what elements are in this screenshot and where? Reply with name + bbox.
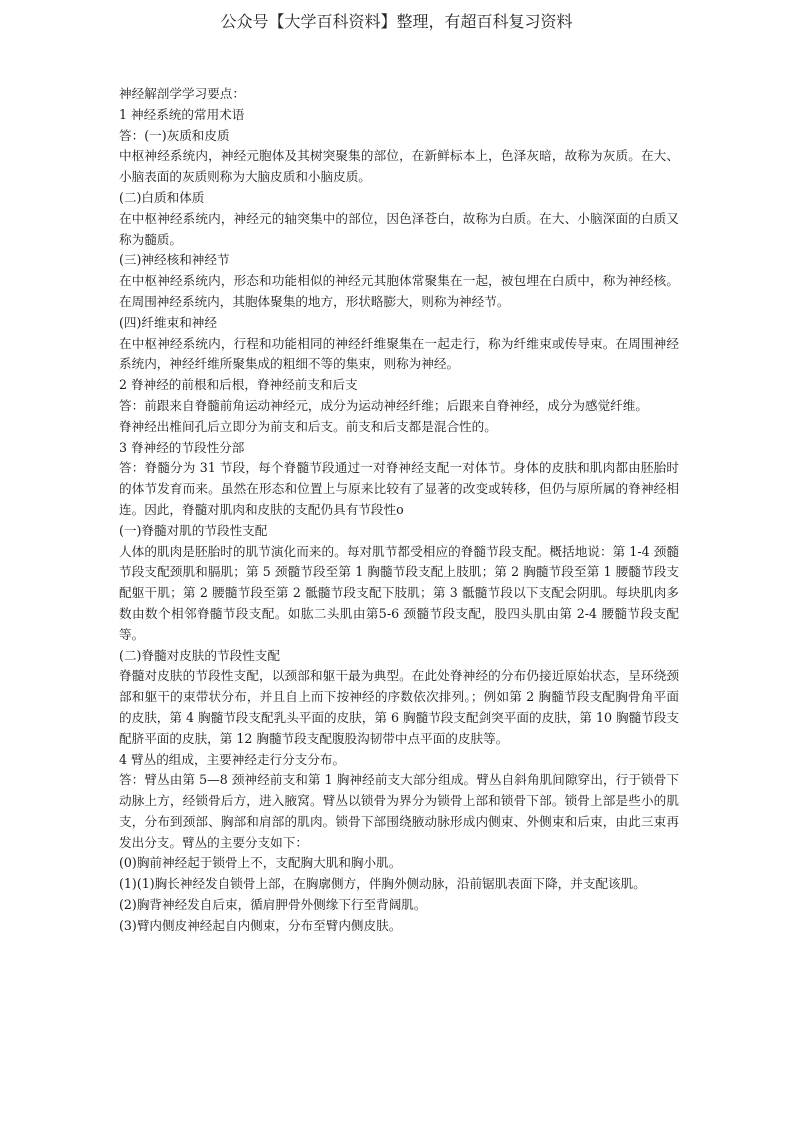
paragraph: 在中枢神经系统内，形态和功能相似的神经元其胞体常聚集在一起，被包埋在白质中，称为神经核。在周围神经系统内，其胞体聚集的地方，形状略膨大，则称为神经节。 xyxy=(119,273,679,309)
paragraph: 答：前跟来自脊髓前角运动神经元，成分为运动神经纤维；后跟来自脊神经，成分为感觉纤维。 xyxy=(119,397,648,413)
paragraph: 人体的肌肉是胚胎时的肌节演化而来的。每对肌节都受相应的脊髓节段支配。概括地说：第 1-4 颈髓节段支配颈肌和膈肌；第 5 颈髓节段至第 1 胸髓节段支配上肢肌；第 2 胸髓节段至第 1 腰髓节段支配躯干肌；第 2 腰髓节段至第 2 骶髓节段支配下肢肌；第 3 骶髓节段以下支配会阴肌。每块肌肉多数由数个相邻脊髓节段支配。如肱二头肌由第5-6 颈髓节段支配，股四头肌由第 2-4 腰髓节段支配等。 xyxy=(119,543,679,642)
subsection-heading: (一)脊髓对肌的节段性支配 xyxy=(119,522,268,538)
page-header: 公众号【大学百科资料】整理，有超百科复习资料 xyxy=(220,12,573,31)
list-item: (2)胸背神经发自后束，循肩胛骨外侧缘下行至背阔肌。 xyxy=(119,897,427,913)
subsection-heading: (二)白质和体质 xyxy=(119,189,205,205)
paragraph: 中枢神经系统内，神经元胞体及其树突聚集的部位，在新鲜标本上，色泽灰暗，故称为灰质。在大、小脑表面的灰质则称为大脑皮质和小脑皮质。 xyxy=(119,148,679,185)
list-item: (0)胸前神经起于锁骨上不，支配胸大肌和胸小肌。 xyxy=(119,855,402,871)
subsection-heading: (四)纤维束和神经 xyxy=(119,314,217,330)
paragraph: 答：臂丛由第 5—8 颈神经前支和第 1 胸神经前支大部分组成。臂丛自斜角肌间隙穿出，行于锁骨下动脉上方，经锁骨后方，进入腋窝。臂丛以锁骨为界分为锁骨上部和锁骨下部。锁骨上部是些小的肌支，分布到颈部、胸部和肩部的肌肉。锁骨下部围绕腋动脉形成内侧束、外侧束和后束，由此三束再发出分支。臂丛的主要分支如下： xyxy=(119,772,679,850)
paragraph: 在中枢神经系统内，神经元的轴突集中的部位，因色泽苍白，故称为白质。在大、小脑深面的白质又称为髓质。 xyxy=(119,210,679,247)
paragraph: 脊髓对皮肤的节段性支配，以颈部和躯干最为典型。在此处脊神经的分布仍接近原始状态，呈环绕颈部和躯干的束带状分布，并且自上而下按神经的序数依次排列。；例如第 2 胸髓节段支配胸骨角平面的皮肤，第 4 胸髓节段支配乳头平面的皮肤，第 6 胸髓节段支配剑突平面的皮肤，第 10 胸髓节段支配脐平面的皮肤，第 12 胸髓节段支配腹股沟韧带中点平面的皮肤等。 xyxy=(119,668,679,746)
paragraph: 在中枢神经系统内，行程和功能相同的神经纤维聚集在一起走行，称为纤维束或传导束。在周围神经系统内，神经纤维所聚集成的粗细不等的集束，则称为神经。 xyxy=(119,335,679,372)
list-item: (3)臂内侧皮神经起自内侧束，分布至臂内侧皮肤。 xyxy=(119,917,402,933)
paragraph: 脊神经出椎间孔后立即分为前支和后支。前支和后支都是混合性的。 xyxy=(119,418,497,434)
section-heading: 4 臂丛的组成，主要神经走行分支分布。 xyxy=(119,751,346,767)
subsection-heading: 答：(一)灰质和皮质 xyxy=(119,127,230,143)
subsection-heading: (二)脊髓对皮肤的节段性支配 xyxy=(119,647,280,663)
doc-title: 神经解剖学学习要点： xyxy=(119,86,245,101)
document-body xyxy=(119,84,679,937)
section-heading: 2 脊神经的前根和后根，脊神经前支和后支 xyxy=(119,377,358,393)
section-heading: 1 神经系统的常用术语 xyxy=(119,106,245,122)
paragraph: 答：脊髓分为 31 节段，每个脊髓节段通过一对脊神经支配一对体节。身体的皮肤和肌肉都由胚胎时的体节发育而来。虽然在形态和位置上与原来比较有了显著的改变或转移，但仍与原所属的脊神经相连。因此，脊髓对肌肉和皮肤的支配仍具有节段性o xyxy=(119,460,679,517)
section-heading: 3 脊神经的节段性分部 xyxy=(119,439,245,455)
list-item: (1)(1)胸长神经发自锁骨上部，在胸廓侧方，伴胸外侧动脉，沿前锯肌表面下降，并支配该肌。 xyxy=(119,876,646,892)
subsection-heading: (三)神经核和神经节 xyxy=(119,252,230,268)
